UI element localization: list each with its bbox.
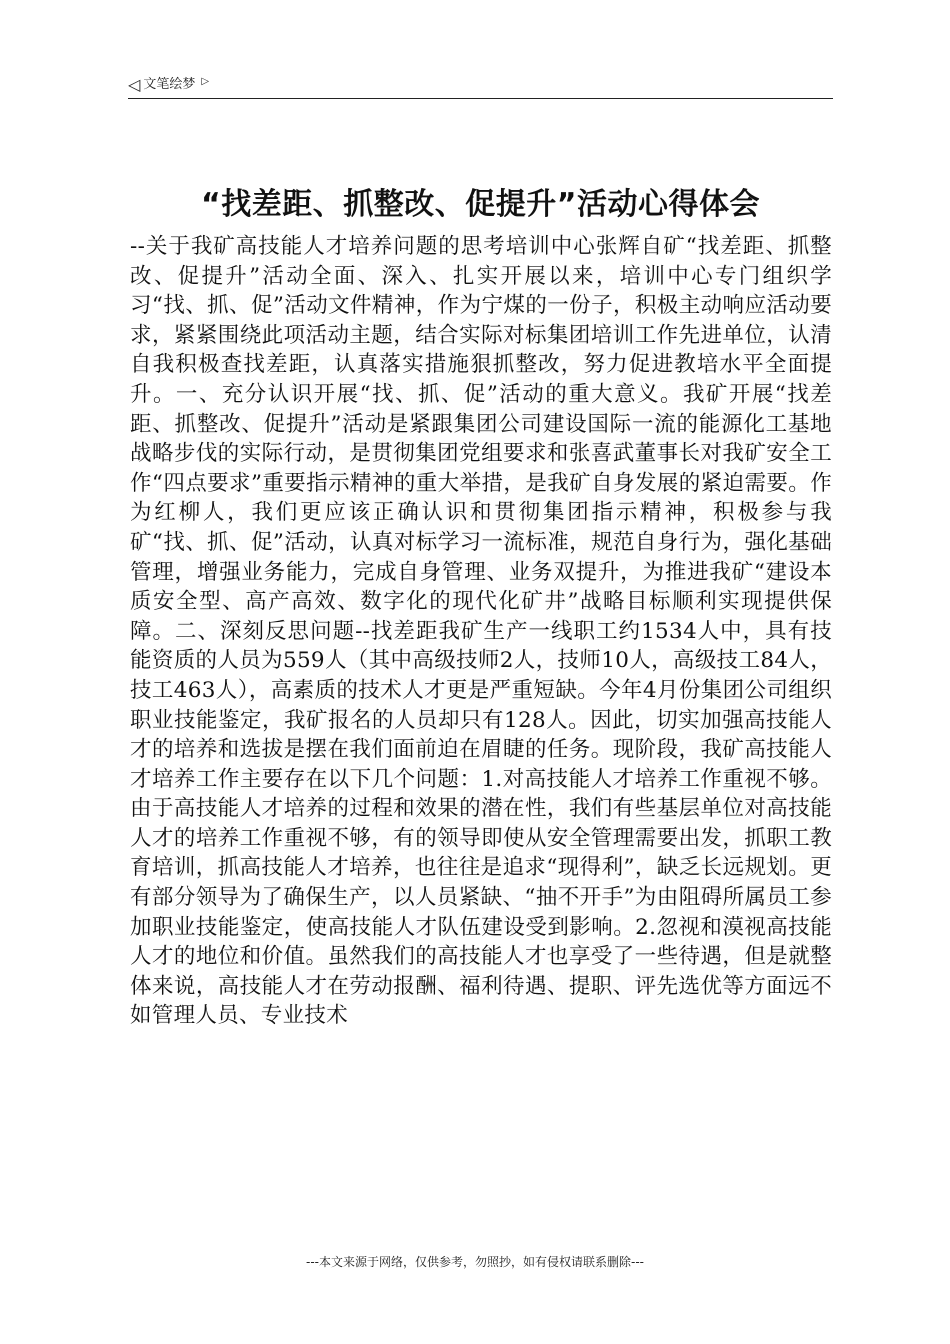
page-footer: ---本文来源于网络，仅供参考，勿照抄，如有侵权请联系删除--- xyxy=(306,1255,644,1269)
document-body: --关于我矿高技能人才培养问题的思考培训中心张辉自矿“找差距、抓整改、促提升”活动全面、深入、扎实开展以来，培训中心专门组织学习“找、抓、促”活动文件精神，作为宁煤的一份子，积极主动响应活动要求，紧紧围绕此项活动主题，结合实际对标集团培训工作先进单位，认清自我积极查找差距，认真落实措施狠抓整改，努力促进教培水平全面提升。一、充分认识开展“找、抓、促”活动的重大意义。我矿开展“找差距、抓整改、促提升”活动是紧跟集团公司建设国际一流的能源化工基地战略步伐的实际行动，是贯彻集团党组要求和张喜武董事长对我矿安全工作“四点要求”重要指示精神的重大举措，是我矿自身发展的紧迫需要。作为红柳人，我们更应该正确认识和贯彻集团指示精神，积极参与我矿“找、抓、促”活动，认真对标学习一流标准，规范自身行为，强化基础管理，增强业务能力，完成自身管理、业务双提升，为推进我矿“建设本质安全型、高产高效、数字化的现代化矿井”战略目标顺利实现提供保障。二、深刻反思问题--找差距我矿生产一线职工约1534人中，具有技能资质的人员为559人（其中高级技师2人，技师10人，高级技工84人，技工463人），高素质的技术人才更是严重短缺。今年4月份集团公司组织职业技能鉴定，我矿报名的人员却只有128人。因此，切实加强高技能人才的培养和选拔是摆在我们面前迫在眉睫的任务。现阶段，我矿高技能人才培养工作主要存在以下几个问题：1.对高技能人才培养工作重视不够。由于高技能人才培养的过程和效果的潜在性，我们有些基层单位对高技能人才的培养工作重视不够，有的领导即使从安全管理需要出发，抓职工教育培训，抓高技能人才培养，也往往是追求“现得利”，缺乏长远规划。更有部分领导为了确保生产，以人员紧缺、“抽不开手”为由阻碍所属员工参加职业技能鉴定，使高技能人才队伍建设受到影响。2.忽视和漠视高技能人才的地位和价值。虽然我们的高技能人才也享受了一些待遇，但是就整体来说，高技能人才在劳动报酬、福利待遇、提职、评先选优等方面远不如管理人员、专业技术 xyxy=(130,234,832,1029)
triangle-right-icon: ▷ xyxy=(201,76,210,87)
header-brand: 文笔绘梦 xyxy=(143,77,196,92)
page-header xyxy=(128,72,833,99)
document-title: “找差距、抓整改、促提升”活动心得体会 xyxy=(201,187,760,222)
triangle-left-icon: ◁ xyxy=(128,75,141,94)
